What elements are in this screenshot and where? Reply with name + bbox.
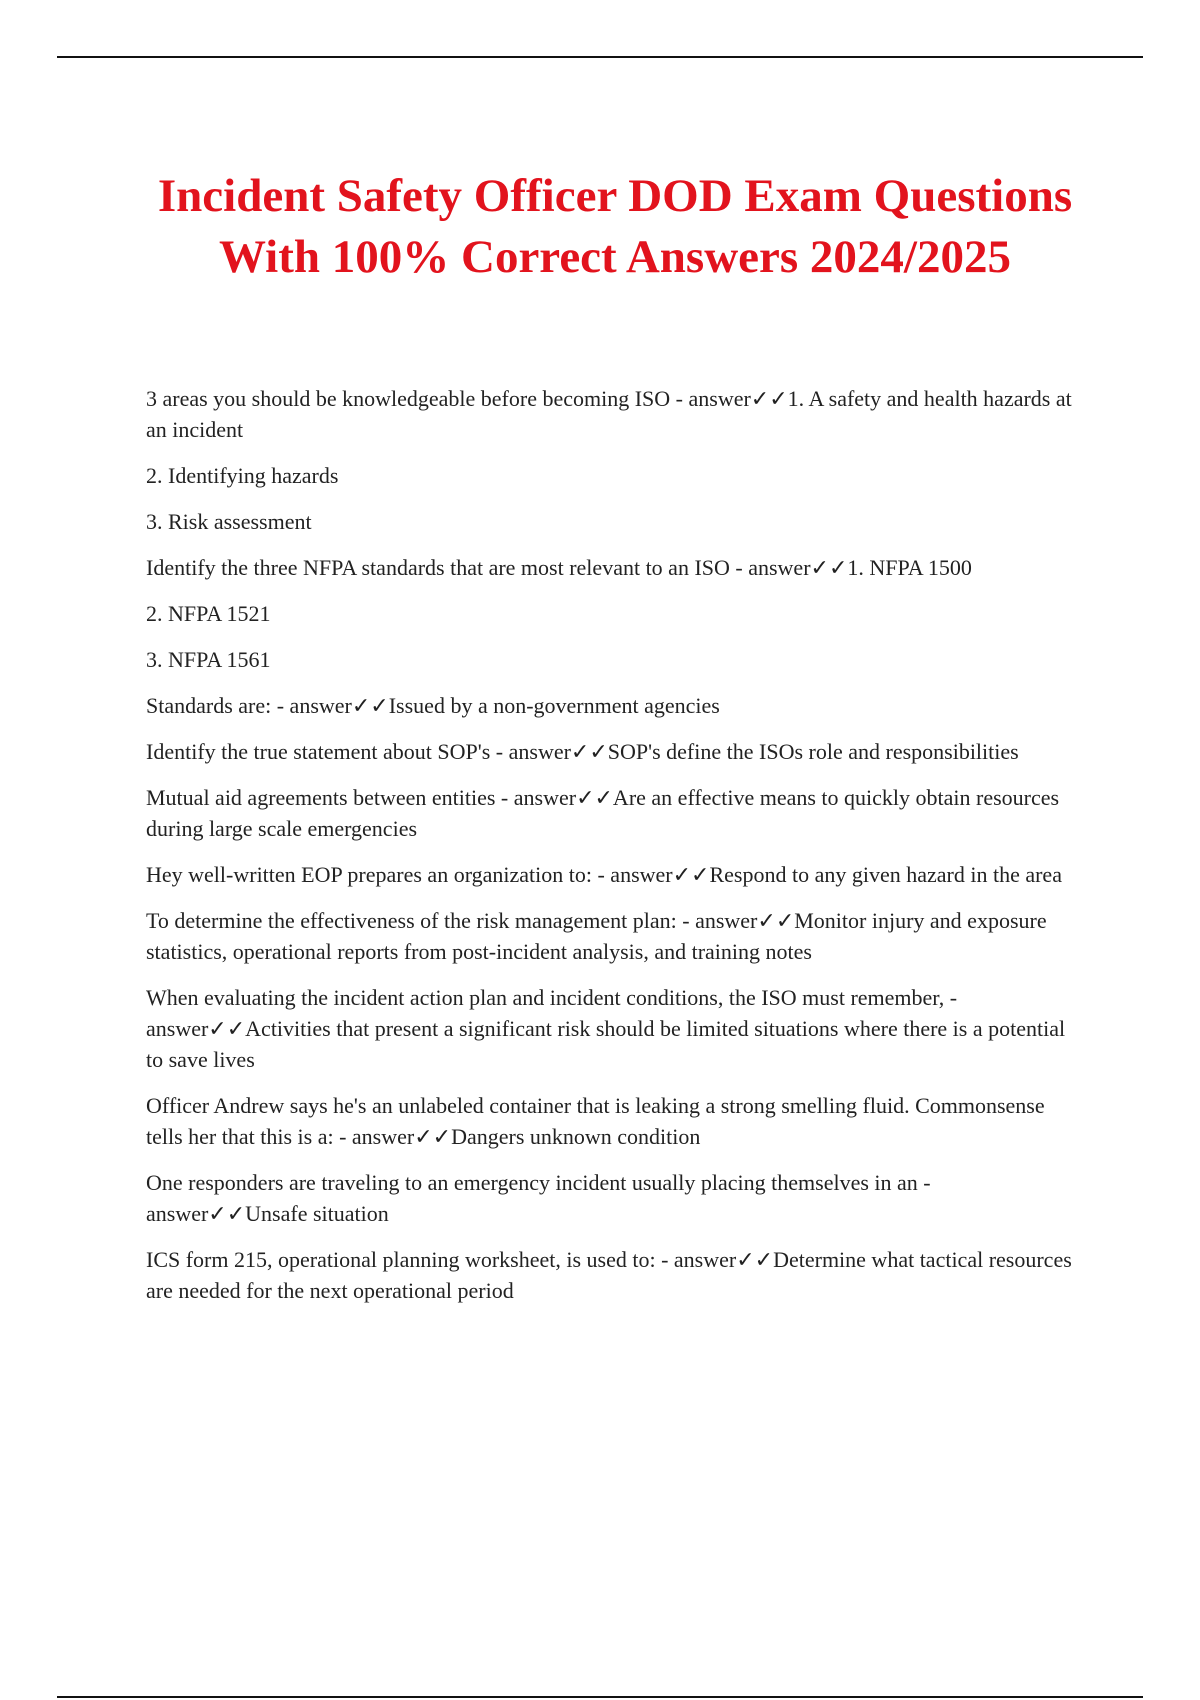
qa-content bbox=[146, 383, 1086, 1321]
qa-paragraph: Hey well-written EOP prepares an organization to: - answer✓✓Respond to any given hazard in the area bbox=[146, 862, 1062, 887]
qa-paragraph: 3. Risk assessment bbox=[146, 509, 312, 534]
bottom-rule bbox=[57, 1696, 1143, 1698]
qa-paragraph: Standards are: - answer✓✓Issued by a non-government agencies bbox=[146, 693, 720, 718]
qa-paragraph: When evaluating the incident action plan and incident conditions, the ISO must remember, - answer✓✓Activities that present a significant risk should be limited situations where there is a potential to save lives bbox=[146, 985, 1066, 1072]
qa-paragraph: Mutual aid agreements between entities - answer✓✓Are an effective means to quickly obtain resources during large scale emergencies bbox=[146, 785, 1060, 841]
qa-paragraph: Officer Andrew says he's an unlabeled container that is leaking a strong smelling fluid. Commonsense tells her that this is a: - answer✓✓Dangers unknown condition bbox=[146, 1093, 1045, 1149]
title-line-2: With 100% Correct Answers 2024/2025 bbox=[219, 231, 1011, 283]
top-rule bbox=[57, 56, 1143, 58]
page-title bbox=[100, 166, 1130, 288]
title-line-1: Incident Safety Officer DOD Exam Questions bbox=[157, 170, 1073, 222]
qa-paragraph: 2. NFPA 1521 bbox=[146, 601, 271, 626]
qa-paragraph: 2. Identifying hazards bbox=[146, 463, 339, 488]
qa-paragraph: To determine the effectiveness of the risk management plan: - answer✓✓Monitor injury and exposure statistics, operational reports from post-incident analysis, and training notes bbox=[146, 908, 1047, 964]
qa-paragraph: 3 areas you should be knowledgeable before becoming ISO - answer✓✓1. A safety and health hazards at an incident bbox=[146, 386, 1072, 442]
qa-paragraph: ICS form 215, operational planning worksheet, is used to: - answer✓✓Determine what tactical resources are needed for the next operational period bbox=[146, 1247, 1072, 1303]
qa-paragraph: Identify the true statement about SOP's - answer✓✓SOP's define the ISOs role and responsibilities bbox=[146, 739, 1019, 764]
qa-paragraph: Identify the three NFPA standards that are most relevant to an ISO - answer✓✓1. NFPA 1500 bbox=[146, 555, 972, 580]
qa-paragraph: One responders are traveling to an emergency incident usually placing themselves in an - answer✓✓Unsafe situation bbox=[146, 1170, 931, 1226]
qa-paragraph: 3. NFPA 1561 bbox=[146, 647, 271, 672]
